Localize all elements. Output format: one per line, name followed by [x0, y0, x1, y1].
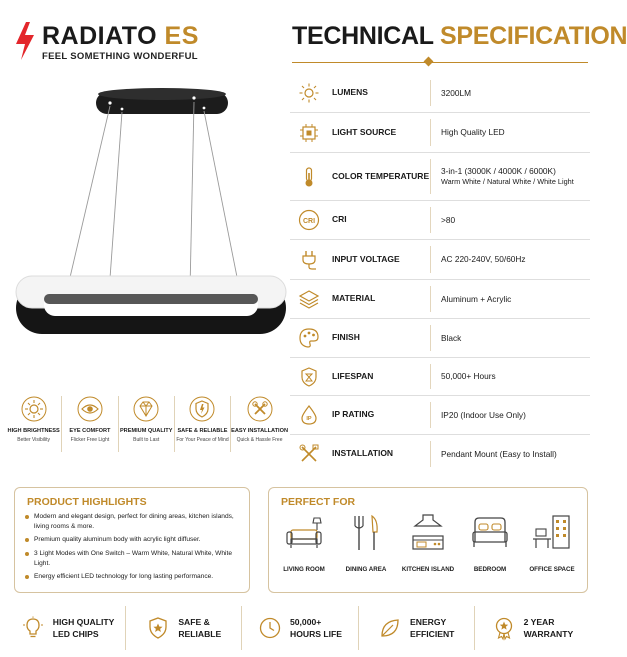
bulb-icon [21, 616, 45, 640]
brand-name [42, 22, 199, 51]
room-label: KITCHEN ISLAND [401, 566, 455, 573]
badge-line1: SAFE & [178, 616, 210, 627]
svg-text:CRI: CRI [302, 218, 316, 225]
sun-icon [298, 82, 320, 104]
badge-line2: EFFICIENT [410, 629, 455, 639]
spec-value [431, 332, 590, 344]
feature-title: PREMIUM QUALITY [119, 428, 173, 434]
badge-strip [10, 606, 590, 650]
spec-title [292, 22, 627, 51]
spec-label: LUMENS [332, 87, 368, 98]
badge-hours-life [242, 606, 358, 650]
product-highlights-title: PRODUCT HIGHLIGHTS [27, 496, 147, 508]
spec-row-color-temperature [290, 153, 590, 201]
spec-row-light-source [290, 113, 590, 153]
spec-value-text: Black [441, 332, 462, 343]
badge-text [53, 616, 115, 641]
perfect-for-box [268, 487, 588, 593]
badge-line2: RELIABLE [178, 629, 222, 639]
spec-value [431, 214, 590, 226]
feature-strip [6, 396, 288, 452]
svg-text:IP: IP [306, 416, 312, 422]
room-label: DINING AREA [345, 566, 387, 573]
room-label: BEDROOM [473, 566, 507, 573]
shield-star-icon [146, 616, 170, 640]
tools-icon [298, 443, 320, 465]
lightning-bolt-icon [14, 22, 36, 60]
spec-value [431, 293, 590, 305]
spec-value [431, 87, 590, 99]
spec-divider-diamond [424, 57, 434, 67]
spec-row-lumens [290, 74, 590, 113]
kitchen-icon [407, 512, 449, 554]
spec-row-cri [290, 201, 590, 240]
badge-line2: HOURS LIFE [289, 629, 343, 639]
feature-easy-installation [231, 396, 288, 452]
spec-row-material [290, 280, 590, 319]
office-icon [531, 512, 573, 554]
room-living-room [273, 512, 335, 573]
perfect-for-title: PERFECT FOR [281, 496, 356, 508]
badge-line1: HIGH QUALITY [52, 616, 115, 627]
sofa-icon [283, 512, 325, 554]
spec-label: CRI [332, 214, 347, 225]
spec-value-text: 50,000+ Hours [441, 371, 496, 382]
spec-row-lifespan [290, 358, 590, 396]
badge-text [290, 616, 342, 641]
spec-label: LIFESPAN [332, 370, 374, 381]
feature-safe-reliable [175, 396, 231, 452]
chip-icon [298, 122, 320, 144]
badge-safe-reliable [126, 606, 242, 650]
spec-value-text: 3-in-1 (3000K / 4000K / 6000K) [441, 165, 556, 176]
list-item: Energy efficient LED technology for long lasting performance. [25, 572, 243, 582]
product-highlights-box [14, 487, 250, 593]
list-item: Modern and elegant design, perfect for dining areas, kitchen islands, living rooms & more. [25, 512, 243, 532]
spec-table [290, 74, 590, 473]
spec-label: COLOR TEMPERATURE [332, 170, 430, 181]
badge-text [178, 616, 221, 641]
spec-label: FINISH [332, 332, 360, 343]
spec-value [431, 409, 590, 421]
ip-droplet-icon [298, 404, 320, 426]
feature-eye-comfort [62, 396, 118, 452]
badge-line2: LED CHIPS [52, 629, 99, 639]
spec-value-text: High Quality LED [441, 127, 505, 138]
pendant-lamp-image [10, 84, 290, 354]
rooms-list [273, 512, 583, 573]
badge-text [524, 616, 574, 641]
brightness-icon [21, 396, 47, 422]
wrench-icon [247, 396, 273, 422]
list-item: Premium quality aluminum body with acrylic light diffuser. [25, 535, 243, 545]
spec-value [431, 448, 590, 460]
list-item: 3 Light Modes with One Switch – Warm White, Natural White, White Light. [25, 549, 243, 569]
highlights-list [25, 512, 243, 585]
spec-value [431, 126, 590, 138]
room-label: OFFICE SPACE [529, 566, 575, 573]
brand-name-accent: ES [157, 22, 199, 50]
feature-subtitle: Better Visibility [17, 437, 50, 443]
badge-line1: 50,000+ [289, 616, 322, 627]
spec-value-text: Pendant Mount (Easy to Install) [441, 448, 557, 459]
room-office-space [521, 512, 583, 573]
feature-title: EASY INSTALLATION [231, 428, 288, 434]
badge-energy-efficient [359, 606, 475, 650]
lifespan-icon [298, 366, 320, 388]
spec-row-installation [290, 435, 590, 473]
badge-line1: 2 YEAR [523, 616, 555, 627]
spec-label: IP RATING [332, 409, 375, 420]
bed-icon [469, 512, 511, 554]
feature-subtitle: For Your Peace of Mind [176, 437, 229, 443]
spec-label: INPUT VOLTAGE [332, 253, 400, 264]
feature-title: HIGH BRIGHTNESS [7, 428, 60, 434]
feature-title: SAFE & RELIABLE [177, 428, 228, 434]
feature-subtitle: Flicker Free Light [70, 437, 110, 443]
diamond-icon [133, 396, 159, 422]
spec-value-text: IP20 (Indoor Use Only) [441, 409, 526, 420]
spec-divider [292, 62, 588, 63]
spec-label: LIGHT SOURCE [332, 126, 397, 137]
brand-name-main: RADIATO [42, 22, 158, 50]
spec-row-ip-rating [290, 396, 590, 435]
spec-value [431, 165, 590, 188]
spec-title-main: TECHNICAL [292, 22, 434, 50]
cri-icon [298, 209, 320, 231]
badge-text [410, 616, 454, 641]
spec-value-text: Aluminum + Acrylic [441, 293, 512, 304]
layers-icon [298, 288, 320, 310]
feature-high-brightness [6, 396, 62, 452]
spec-value-sub: Warm White / Natural White / White Light [441, 177, 574, 187]
badge-led-chips [10, 606, 126, 650]
room-bedroom [459, 512, 521, 573]
feature-subtitle: Built to Last [133, 437, 160, 443]
spec-value [431, 370, 590, 382]
spec-value-text: AC 220-240V, 50/60Hz [441, 254, 526, 265]
feature-premium-quality [119, 396, 175, 452]
spec-label: INSTALLATION [332, 448, 394, 459]
badge-line1: ENERGY [410, 616, 447, 627]
eye-icon [77, 396, 103, 422]
badge-line2: WARRANTY [523, 629, 574, 639]
badge-warranty [475, 606, 590, 650]
spec-value [431, 253, 590, 265]
room-kitchen-island [397, 512, 459, 573]
shield-icon [189, 396, 215, 422]
plug-icon [298, 249, 320, 271]
feature-title: EYE COMFORT [69, 428, 111, 434]
thermometer-icon [298, 166, 320, 188]
brand-tagline: FEEL SOMETHING WONDERFUL [42, 51, 198, 62]
clock-icon [258, 616, 282, 640]
leaf-icon [378, 616, 402, 640]
spec-label: MATERIAL [332, 293, 376, 304]
palette-icon [298, 327, 320, 349]
spec-row-input-voltage [290, 240, 590, 280]
spec-title-accent: SPECIFICATION [433, 22, 627, 50]
spec-value-text: 3200LM [441, 87, 471, 98]
feature-subtitle: Quick & Hassle Free [236, 437, 283, 443]
room-label: LIVING ROOM [283, 566, 325, 573]
spec-value-text: >80 [441, 214, 456, 225]
warranty-icon [492, 616, 516, 640]
spec-row-finish [290, 319, 590, 358]
room-dining-area [335, 512, 397, 573]
cutlery-icon [345, 512, 387, 554]
